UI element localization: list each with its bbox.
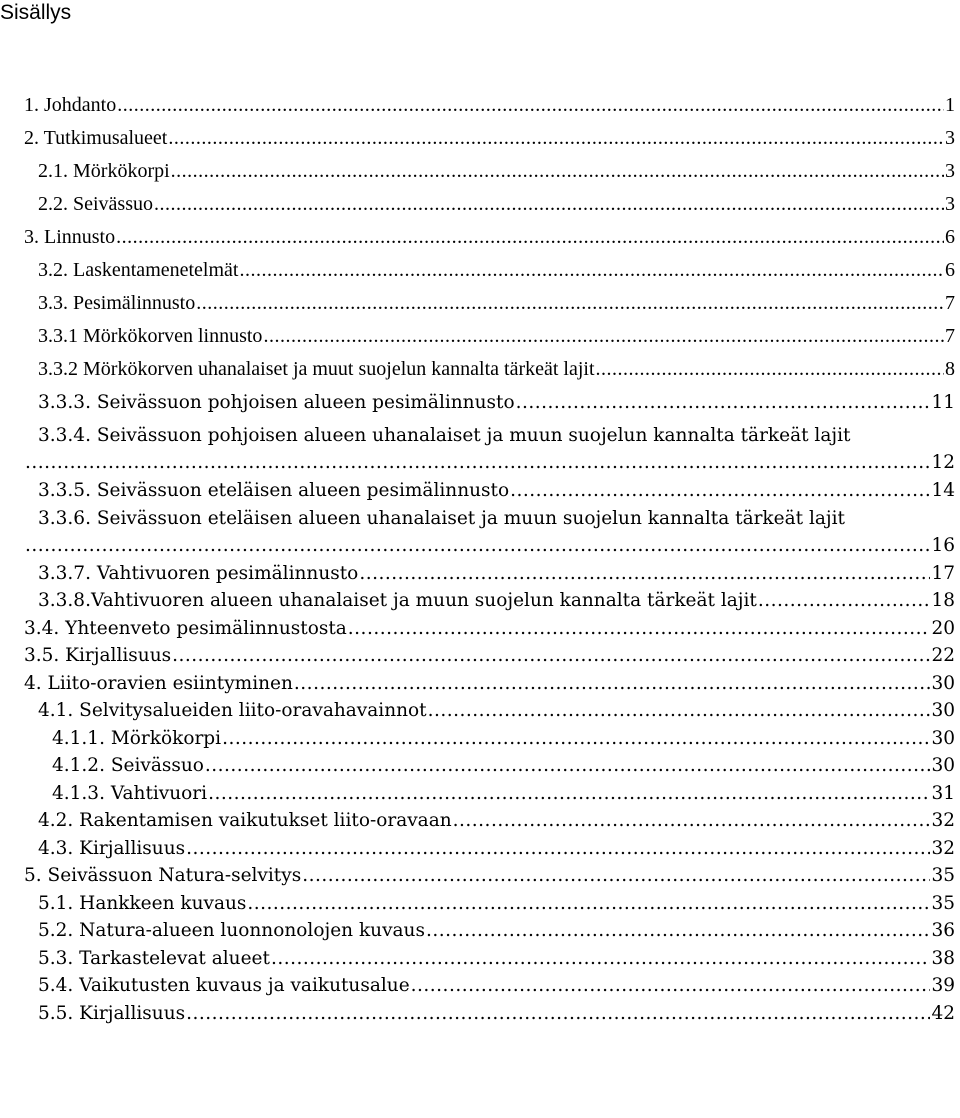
toc-dot-leader bbox=[25, 532, 930, 559]
toc-dot-leader bbox=[172, 642, 930, 669]
toc-entry-label: 3.3.6. Seivässuon eteläisen alueen uhanalaiset ja muun suojelun kannalta tärkeät lajit bbox=[38, 508, 845, 529]
toc-entry[interactable] bbox=[24, 532, 955, 559]
toc-dot-leader bbox=[453, 807, 931, 834]
toc-entry-page-number: 6 bbox=[945, 226, 955, 248]
toc-entry[interactable] bbox=[38, 389, 955, 416]
toc-entry[interactable] bbox=[38, 697, 955, 724]
toc-dot-leader bbox=[154, 191, 944, 218]
toc-dot-leader bbox=[596, 356, 944, 383]
toc-entry-page-number: 30 bbox=[931, 700, 955, 721]
toc-entry-label: 5.5. Kirjallisuus bbox=[38, 1003, 186, 1024]
toc-entry-label: 4.1. Selvitysalueiden liito-oravahavainnot bbox=[38, 700, 427, 721]
toc-entry-label: 3.3.8.Vahtivuoren alueen uhanalaiset ja muun suojelun kannalta tärkeät lajit bbox=[38, 590, 757, 611]
toc-entry-page-number: 1 bbox=[945, 94, 955, 116]
toc-entry-page-number: 30 bbox=[931, 755, 955, 776]
toc-dot-leader bbox=[294, 670, 931, 697]
toc-dot-leader bbox=[186, 1000, 930, 1027]
toc-entry-label: 3.2. Laskentamenetelmät bbox=[38, 259, 239, 281]
toc-entry[interactable] bbox=[38, 422, 955, 449]
toc-entry-label: 3.3.3. Seivässuon pohjoisen alueen pesimälinnusto bbox=[38, 392, 515, 413]
toc-dot-leader bbox=[196, 290, 944, 317]
toc-entry-page-number: 7 bbox=[945, 292, 955, 314]
toc-entry-label: 2.2. Seivässuo bbox=[38, 193, 153, 215]
toc-entry[interactable] bbox=[38, 356, 955, 383]
toc-dot-leader bbox=[263, 323, 944, 350]
toc-entry-label: 5.2. Natura-alueen luonnonolojen kuvaus bbox=[38, 920, 425, 941]
toc-entry-label: 3.3.7. Vahtivuoren pesimälinnusto bbox=[38, 563, 359, 584]
toc-entry[interactable] bbox=[24, 125, 955, 152]
toc-dot-leader bbox=[348, 615, 931, 642]
toc-entry[interactable] bbox=[38, 257, 955, 284]
toc-entry-label: 4.1.1. Mörkökorpi bbox=[52, 728, 222, 749]
toc-dot-leader bbox=[239, 257, 944, 284]
toc-entry-label: 1. Johdanto bbox=[24, 94, 117, 116]
toc-entry[interactable] bbox=[24, 642, 955, 669]
toc-entry[interactable] bbox=[38, 835, 955, 862]
toc-entry-label: 2.1. Mörkökorpi bbox=[38, 160, 170, 182]
toc-dot-leader bbox=[168, 125, 944, 152]
toc-entry-label: 3.3. Pesimälinnusto bbox=[38, 292, 196, 314]
toc-entry-page-number: 32 bbox=[931, 810, 955, 831]
toc-entry-label: 4.3. Kirjallisuus bbox=[38, 838, 186, 859]
toc-dot-leader bbox=[359, 560, 930, 587]
toc-entry-page-number: 31 bbox=[931, 783, 955, 804]
toc-entry-page-number: 22 bbox=[931, 645, 955, 666]
toc-entry-page-number: 7 bbox=[945, 325, 955, 347]
toc-entry[interactable] bbox=[24, 862, 955, 889]
toc-entry-page-number: 3 bbox=[945, 193, 955, 215]
toc-entry-page-number: 12 bbox=[931, 452, 955, 473]
toc-dot-leader bbox=[116, 224, 944, 251]
toc-entry-page-number: 38 bbox=[931, 948, 955, 969]
toc-entry[interactable] bbox=[38, 972, 955, 999]
toc-entry[interactable] bbox=[38, 1000, 955, 1027]
toc-entry-page-number: 11 bbox=[931, 392, 955, 413]
toc-dot-leader bbox=[510, 477, 930, 504]
toc-dot-leader bbox=[208, 780, 930, 807]
toc-dot-leader bbox=[411, 972, 931, 999]
toc-entry-page-number: 20 bbox=[931, 618, 955, 639]
toc-entry-page-number: 39 bbox=[931, 975, 955, 996]
toc-entry[interactable] bbox=[38, 505, 955, 532]
toc-entry[interactable] bbox=[24, 615, 955, 642]
toc-dot-leader bbox=[25, 449, 930, 476]
toc-entry[interactable] bbox=[52, 780, 955, 807]
toc-entry-page-number: 35 bbox=[931, 893, 955, 914]
toc-entry[interactable] bbox=[38, 890, 955, 917]
toc-dot-leader bbox=[428, 697, 931, 724]
toc-entry-page-number: 30 bbox=[931, 728, 955, 749]
toc-entry[interactable] bbox=[38, 290, 955, 317]
toc-entry-label: 5.1. Hankkeen kuvaus bbox=[38, 893, 247, 914]
toc-entry[interactable] bbox=[24, 224, 955, 251]
toc-entry-page-number: 16 bbox=[931, 535, 955, 556]
page-title: Sisällys bbox=[0, 1, 72, 24]
toc-entry-label: 5.3. Tarkastelevat alueet bbox=[38, 948, 270, 969]
toc-entry-label: 3.3.1 Mörkökorven linnusto bbox=[38, 325, 263, 347]
toc-entry-label: 3.4. Yhteenveto pesimälinnustosta bbox=[24, 618, 347, 639]
toc-entry[interactable] bbox=[38, 323, 955, 350]
toc-entry-label: 3. Linnusto bbox=[24, 226, 116, 248]
toc-entry[interactable] bbox=[38, 807, 955, 834]
toc-entry[interactable] bbox=[38, 560, 955, 587]
toc-entry-label: 4.1.3. Vahtivuori bbox=[52, 783, 208, 804]
toc-entry[interactable] bbox=[38, 191, 955, 218]
toc-dot-leader bbox=[247, 890, 930, 917]
toc-entry-page-number: 14 bbox=[931, 480, 955, 501]
toc-dot-leader bbox=[302, 862, 930, 889]
toc-dot-leader bbox=[117, 92, 944, 119]
toc-entry-label: 5. Seivässuon Natura-selvitys bbox=[24, 865, 302, 886]
toc-entry-label: 4.2. Rakentamisen vaikutukset liito-oravaan bbox=[38, 810, 452, 831]
toc-entry-page-number: 6 bbox=[945, 259, 955, 281]
toc-dot-leader bbox=[758, 587, 931, 614]
toc-dot-leader bbox=[171, 158, 944, 185]
toc-entry[interactable] bbox=[24, 670, 955, 697]
toc-entry-page-number: 36 bbox=[931, 920, 955, 941]
toc-dot-leader bbox=[205, 752, 931, 779]
toc-entry[interactable] bbox=[38, 158, 955, 185]
toc-dot-leader bbox=[186, 835, 930, 862]
toc-entry-label: 4. Liito-oravien esiintyminen bbox=[24, 673, 293, 694]
toc-entry-page-number: 3 bbox=[945, 127, 955, 149]
toc-entry-label: 5.4. Vaikutusten kuvaus ja vaikutusalue bbox=[38, 975, 410, 996]
toc-entry[interactable] bbox=[38, 917, 955, 944]
toc-entry[interactable] bbox=[38, 945, 955, 972]
toc-entry[interactable] bbox=[38, 587, 955, 614]
toc-entry-page-number: 8 bbox=[945, 358, 955, 380]
toc-entry-page-number: 18 bbox=[931, 590, 955, 611]
toc-entry-label: 3.5. Kirjallisuus bbox=[24, 645, 172, 666]
toc-entry[interactable] bbox=[24, 449, 955, 476]
toc-entry[interactable] bbox=[52, 725, 955, 752]
toc-dot-leader bbox=[222, 725, 930, 752]
toc-entry-label: 4.1.2. Seivässuo bbox=[52, 755, 204, 776]
toc-entry-page-number: 30 bbox=[931, 673, 955, 694]
toc-entry[interactable] bbox=[52, 752, 955, 779]
toc-dot-leader bbox=[426, 917, 930, 944]
toc-entry-page-number: 35 bbox=[931, 865, 955, 886]
toc-entry-label: 3.3.4. Seivässuon pohjoisen alueen uhanalaiset ja muun suojelun kannalta tärkeät lajit bbox=[38, 425, 851, 446]
toc-entry[interactable] bbox=[24, 92, 955, 119]
toc-dot-leader bbox=[271, 945, 931, 972]
toc-entry-label: 2. Tutkimusalueet bbox=[24, 127, 168, 149]
toc-entry-label: 3.3.2 Mörkökorven uhanalaiset ja muut suojelun kannalta tärkeät lajit bbox=[38, 358, 595, 380]
toc-entry-page-number: 42 bbox=[931, 1003, 955, 1024]
toc-entry-page-number: 32 bbox=[931, 838, 955, 859]
toc-entry[interactable] bbox=[38, 477, 955, 504]
toc-entry-page-number: 17 bbox=[931, 563, 955, 584]
toc-entry-page-number: 3 bbox=[945, 160, 955, 182]
toc-dot-leader bbox=[516, 389, 931, 416]
toc-entry-label: 3.3.5. Seivässuon eteläisen alueen pesimälinnusto bbox=[38, 480, 510, 501]
